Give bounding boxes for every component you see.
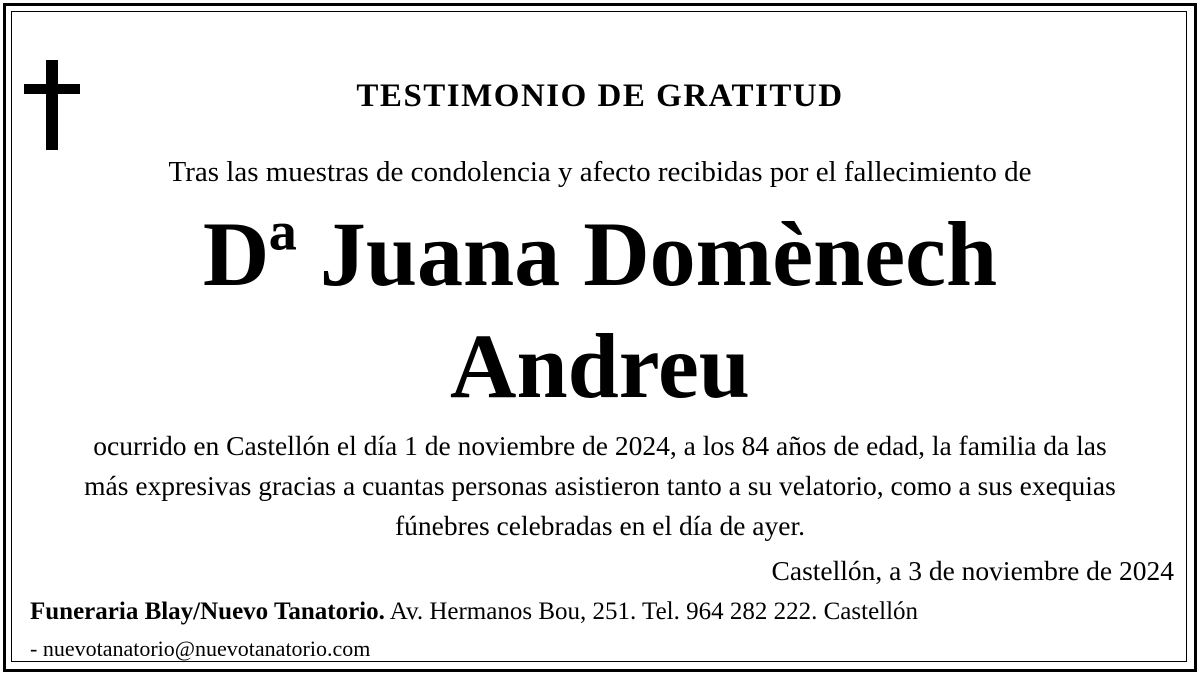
notice-body — [26, 426, 1174, 546]
notice-body-line3: fúnebres celebradas en el día de ayer. — [395, 510, 805, 541]
deceased-name-line1: Dª Juana Domènech — [202, 203, 998, 305]
deceased-name — [0, 198, 1200, 422]
place-and-date: Castellón, a 3 de noviembre de 2024 — [771, 555, 1174, 586]
notice-body-line1: ocurrido en Castellón el día 1 de noviembre de 2024, a los 84 años de edad, la familia da las — [93, 430, 1107, 461]
notice-body-line2: más expresivas gracias a cuantas personas asistieron tanto a su velatorio, como a sus exequias — [84, 470, 1116, 501]
funeral-home-address: Av. Hermanos Bou, 251. Tel. 964 282 222. Castellón — [384, 598, 919, 625]
deceased-name-line2: Andreu — [450, 315, 750, 417]
funeral-home-info — [30, 598, 918, 626]
funeral-home-email: - nuevotanatorio@nuevotanatorio.com — [30, 636, 371, 661]
notice-heading: TESTIMONIO DE GRATITUD — [356, 78, 844, 114]
notice-intro: Tras las muestras de condolencia y afecto recibidas por el fallecimiento de — [168, 156, 1032, 188]
funeral-home-name: Funeraria Blay/Nuevo Tanatorio. — [30, 598, 385, 625]
